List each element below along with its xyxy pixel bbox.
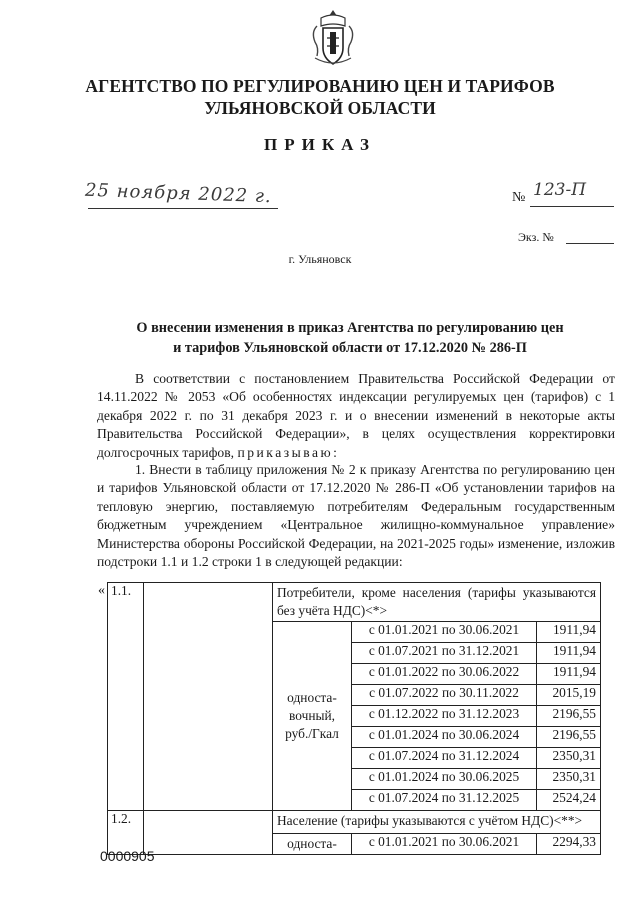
table-row <box>108 583 601 622</box>
period-cell: с 01.01.2022 по 30.06.2022 <box>352 664 537 685</box>
handwritten-number: 123-П <box>533 180 587 200</box>
period-cell: с 01.12.2022 по 31.12.2023 <box>352 706 537 727</box>
row-header-cell: Население (тарифы указываются с учётом НДС)<**> <box>273 811 601 834</box>
copy-number-underline <box>566 243 614 244</box>
value-cell: 1911,94 <box>537 664 601 685</box>
value-cell: 2015,19 <box>537 685 601 706</box>
subject-line1: О внесении изменения в приказ Агентства по регулированию цен <box>136 320 564 336</box>
value-cell: 1911,94 <box>537 643 601 664</box>
value-cell: 2350,31 <box>537 748 601 769</box>
order-verb: приказываю: <box>237 444 340 460</box>
row-header-cell: Потребители, кроме населения (тарифы указываются без учёта НДС)<*> <box>273 583 601 622</box>
copy-number-label: Экз. № <box>518 230 554 244</box>
table-open-quote: « <box>98 583 105 598</box>
period-cell: с 01.01.2024 по 30.06.2025 <box>352 769 537 790</box>
unit-cell: односта- <box>273 834 352 855</box>
period-cell: с 01.07.2024 по 31.12.2024 <box>352 748 537 769</box>
value-cell: 2196,55 <box>537 727 601 748</box>
period-cell: с 01.07.2022 по 30.11.2022 <box>352 685 537 706</box>
agency-name <box>0 75 640 119</box>
preamble-paragraph <box>97 370 615 462</box>
period-cell: с 01.01.2024 по 30.06.2024 <box>352 727 537 748</box>
period-cell: с 01.07.2021 по 31.12.2021 <box>352 643 537 664</box>
table-row <box>108 811 601 834</box>
period-cell: с 01.07.2024 по 31.12.2025 <box>352 790 537 811</box>
number-underline <box>530 206 614 207</box>
clause-1-paragraph: 1. Внести в таблицу приложения № 2 к приказу Агентства по регулированию цен и тарифов Ульяновской области от 17.12.2020 № 286-П «Об установлении тарифов на тепловую энергию, поставляемую потребителям Федеральным государственным бюджетным учреждением «Центральное жилищно-коммунальное управление» Министерства обороны Российской Федерации, на 2021-2025 годы» изменение, изложив подстроки 1.1 и 1.2 строки 1 в следующей редакции: <box>97 462 615 570</box>
period-cell: с 01.01.2021 по 30.06.2021 <box>352 622 537 643</box>
empty-cell <box>144 583 273 811</box>
value-cell: 2350,31 <box>537 769 601 790</box>
row-number-cell: 1.1. <box>108 583 144 811</box>
document-type-title: ПРИКАЗ <box>264 135 376 154</box>
number-label: № <box>512 190 526 205</box>
subject-line2: и тарифов Ульяновской области от 17.12.2020 № 286-П <box>173 340 527 356</box>
agency-name-line1: АГЕНТСТВО ПО РЕГУЛИРОВАНИЮ ЦЕН И ТАРИФОВ <box>85 76 555 96</box>
coat-of-arms-emblem <box>309 8 357 68</box>
value-cell: 2524,24 <box>537 790 601 811</box>
date-underline <box>88 208 278 209</box>
order-subject <box>90 318 610 358</box>
period-cell: с 01.01.2021 по 30.06.2021 <box>352 834 537 855</box>
tariff-table <box>107 582 601 855</box>
value-cell: 2196,55 <box>537 706 601 727</box>
agency-name-line2: УЛЬЯНОВСКОЙ ОБЛАСТИ <box>204 98 436 118</box>
value-cell: 1911,94 <box>537 622 601 643</box>
handwritten-date: 25 ноября 2022 г. <box>84 179 273 208</box>
value-cell: 2294,33 <box>537 834 601 855</box>
row-number-cell: 1.2. <box>108 811 144 855</box>
preamble-text: В соответствии с постановлением Правительства Российской Федерации от 14.11.2022 № 2053 «Об особенностях индексации регулируемых цен (тарифов) с 1 декабря 2022 г. по 31 декабря 2023 г. и о внесении изменений в некоторые акты Правительства Российской Федерации», в целях осуществления корректировки долгосрочных тарифов, <box>97 371 615 460</box>
unit-cell: односта-вочный, руб./Гкал <box>273 622 352 811</box>
document-serial-number: 0000905 <box>100 848 155 864</box>
city: г. Ульяновск <box>288 252 352 266</box>
empty-cell <box>144 811 273 855</box>
